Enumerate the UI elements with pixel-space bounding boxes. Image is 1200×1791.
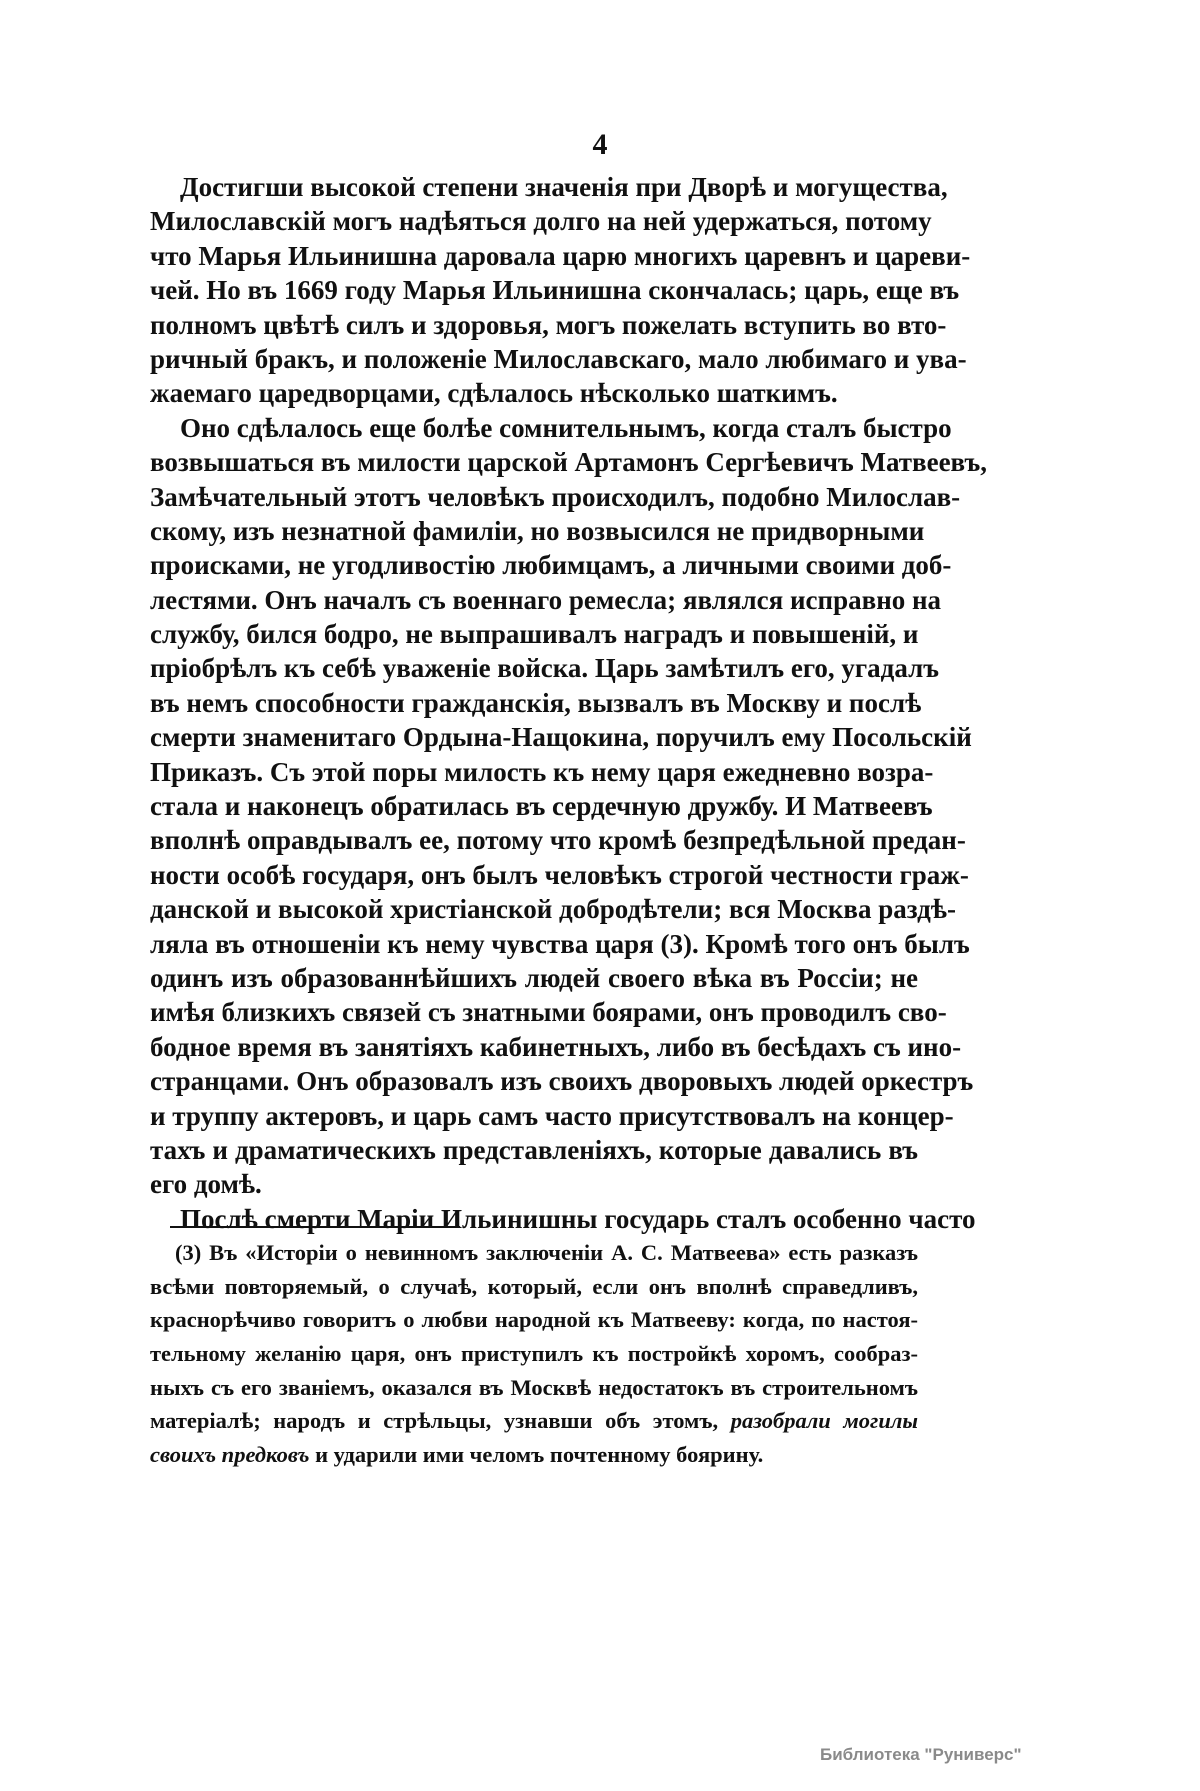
page-number: 4 [592, 128, 608, 161]
text-line: лестями. Онъ началъ съ военнаго ремесла; являлся исправно на [150, 584, 942, 615]
text: всѣми повторяемый, о случаѣ, который, если онъ вполнѣ справедливъ, [150, 1273, 918, 1299]
text-line: смерти знаменитаго Ордына-Нащокина, поручилъ ему Посольскій [150, 722, 972, 753]
text-line: одинъ изъ образованнѣйшихъ людей своего вѣка въ Россіи; не [150, 962, 918, 993]
footnote-line [150, 1371, 918, 1405]
text-line: въ немъ способности гражданскія, вызвалъ въ Москву и послѣ [150, 687, 922, 718]
text-line: Приказъ. Съ этой поры милость къ нему царя ежедневно возра- [150, 756, 934, 787]
library-watermark: Библиотека "Руниверс" [820, 1745, 1022, 1764]
text: матеріалѣ; народъ и стрѣльцы, узнавши объ этомъ, [150, 1408, 731, 1434]
footnote-line [150, 1270, 918, 1304]
paragraph [150, 411, 987, 1202]
text-line: чей. Но въ 1669 году Марья Ильинишна скончалась; царь, еще въ [150, 275, 960, 306]
text-line: имѣя близкихъ связей съ знатными боярами, онъ проводилъ сво- [150, 997, 947, 1028]
text-line: ляла въ отношеніи къ нему чувства царя (3). Кромѣ того онъ былъ [150, 928, 970, 959]
text-line: жаемаго царедворцами, сдѣлалось нѣсколько шаткимъ. [150, 378, 838, 409]
footnote [150, 1236, 918, 1472]
body-text [150, 170, 987, 1236]
text-line: вполнѣ оправдывалъ ее, потому что кромѣ безпредѣльной предан- [150, 825, 966, 856]
text: ныхъ съ его званіемъ, оказался въ Москвѣ недостатокъ въ строительномъ [150, 1374, 918, 1400]
text-line: службу, бился бодро, не выпрашивалъ наградъ и повышеній, и [150, 619, 919, 650]
text-line: Послѣ смерти Маріи Ильинишны государь сталъ особенно часто [180, 1203, 976, 1234]
paragraph [150, 170, 971, 411]
paragraph [150, 1202, 976, 1236]
text-line: Замѣчательный этотъ человѣкъ происходилъ, подобно Милослав- [150, 481, 961, 512]
text: краснорѣчиво говоритъ о любви народной къ Матвееву: когда, по настоя- [150, 1307, 918, 1333]
text-line: Достигши высокой степени значенія при Дворѣ и могущества, [180, 172, 948, 202]
text-line: что Марья Ильинишна даровала царю многихъ царевнъ и цареви- [150, 240, 971, 271]
text-line: полномъ цвѣтѣ силъ и здоровья, могъ пожелать вступить во вто- [150, 309, 947, 340]
text-line: бодное время въ занятіяхъ кабинетныхъ, либо въ бесѣдахъ съ ино- [150, 1031, 962, 1062]
footnote-line [150, 1236, 918, 1270]
text-line: его домѣ. [150, 1169, 262, 1200]
text-line: происками, не угодливостію любимцамъ, а личными своими доб- [150, 550, 952, 581]
text-line: тахъ и драматическихъ представленіяхъ, которые давались въ [150, 1134, 918, 1165]
text-line: ричный бракъ, и положеніе Милославскаго, мало любимаго и ува- [150, 343, 967, 374]
footnote-divider [170, 1226, 460, 1228]
italic-text: своихъ предковъ [150, 1442, 310, 1468]
text: (3) Въ «Исторіи о невинномъ заключеніи А. С. Матвеева» есть разказъ [175, 1240, 918, 1265]
footnote-line [150, 1438, 918, 1472]
text-line: Оно сдѣлалось еще болѣе сомнительнымъ, когда сталъ быстро [180, 412, 952, 443]
text: тельному желанію царя, онъ приступилъ къ постройкѣ хоромъ, сообраз- [150, 1341, 918, 1367]
text-line: ности особѣ государя, онъ былъ человѣкъ строгой честности граж- [150, 859, 969, 890]
text-line: пріобрѣлъ къ себѣ уваженіе войска. Царь замѣтилъ его, угадалъ [150, 653, 939, 684]
footnote-line [150, 1337, 918, 1371]
text-line: стала и наконецъ обратилась въ сердечную дружбу. И Матвеевъ [150, 791, 933, 822]
text-line: Милославскій могъ надѣяться долго на ней удержаться, потому [150, 206, 932, 237]
italic-text: разобрали могилы [730, 1408, 918, 1434]
text-line: возвышаться въ милости царской Артамонъ Сергѣевичъ Матвеевъ, [150, 447, 987, 478]
text: и ударили ими челомъ почтенному боярину. [309, 1442, 764, 1468]
footnote-line [150, 1404, 918, 1438]
text-line: странцами. Онъ образовалъ изъ своихъ дворовыхъ людей оркестръ [150, 1066, 974, 1097]
text-line: скому, изъ незнатной фамиліи, но возвысился не придворными [150, 515, 925, 546]
text-line: и труппу актеровъ, и царь самъ часто присутствовалъ на концер- [150, 1100, 954, 1131]
footnote-line [150, 1303, 918, 1337]
text-line: данской и высокой христіанской добродѣтели; вся Москва раздѣ- [150, 894, 956, 925]
